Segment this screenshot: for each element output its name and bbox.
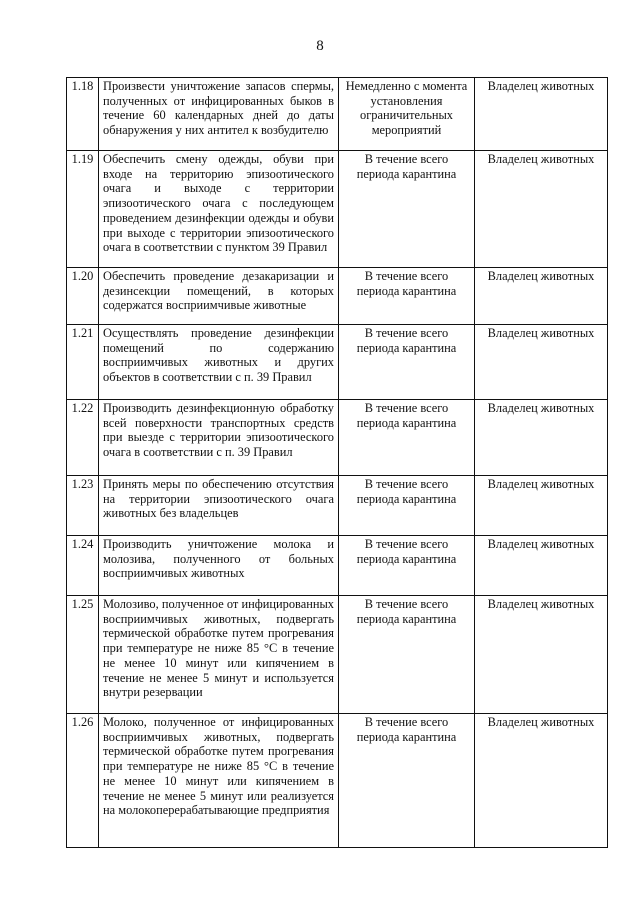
- row-action: Молозиво, полученное от инфицированных восприимчивых животных, подвергать термической обработке путем прогревания при температуре не ниже 85 °С в течение не менее 10 минут или кипячением в течение не менее 5 минут и используется внутри резервации: [99, 596, 339, 714]
- row-responsible: Владелец животных: [475, 536, 608, 596]
- row-responsible: Владелец животных: [475, 714, 608, 848]
- row-term: В течение всего периода карантина: [339, 476, 475, 536]
- row-term: В течение всего периода карантина: [339, 400, 475, 476]
- row-number: 1.26: [67, 714, 99, 848]
- table-row: [67, 476, 608, 536]
- page-number: 8: [316, 38, 324, 54]
- row-number: 1.23: [67, 476, 99, 536]
- row-responsible: Владелец животных: [475, 78, 608, 151]
- row-number: 1.20: [67, 268, 99, 325]
- row-responsible: Владелец животных: [475, 268, 608, 325]
- row-responsible: Владелец животных: [475, 476, 608, 536]
- table-row: [67, 714, 608, 848]
- row-number: 1.24: [67, 536, 99, 596]
- row-term: В течение всего периода карантина: [339, 325, 475, 400]
- row-action: Молоко, полученное от инфицированных восприимчивых животных, подвергать термической обработке путем прогревания при температуре не ниже 85 °С в течение не менее 10 минут или кипячением в течение не менее 5 минут или реализуется на молокоперерабатывающие предприятия: [99, 714, 339, 848]
- row-term: В течение всего периода карантина: [339, 714, 475, 848]
- row-number: 1.21: [67, 325, 99, 400]
- measures-table: [66, 77, 608, 848]
- row-action: Произвести уничтожение запасов спермы, полученных от инфицированных быков в течение 60 календарных дней до даты обнаружения у них антител к возбудителю: [99, 78, 339, 151]
- row-term: В течение всего периода карантина: [339, 151, 475, 268]
- row-term: Немедленно с момента установления ограничительных мероприятий: [339, 78, 475, 151]
- row-number: 1.18: [67, 78, 99, 151]
- row-responsible: Владелец животных: [475, 151, 608, 268]
- row-responsible: Владелец животных: [475, 400, 608, 476]
- row-number: 1.22: [67, 400, 99, 476]
- row-responsible: Владелец животных: [475, 325, 608, 400]
- row-action: Осуществлять проведение дезинфекции помещений по содержанию восприимчивых животных и других объектов в соответствии с п. 39 Правил: [99, 325, 339, 400]
- row-action: Производить уничтожение молока и молозива, полученного от больных восприимчивых животных: [99, 536, 339, 596]
- row-action: Обеспечить проведение дезакаризации и дезинсекции помещений, в которых содержатся восприимчивые животные: [99, 268, 339, 325]
- table-row: [67, 268, 608, 325]
- row-action: Принять меры по обеспечению отсутствия на территории эпизоотического очага животных без владельцев: [99, 476, 339, 536]
- row-action: Обеспечить смену одежды, обуви при входе на территорию эпизоотического очага и выходе с территории эпизоотического очага с последующем проведением дезинфекции одежды и обуви при выходе с территории эпизоотического очага в соответствии с пунктом 39 Правил: [99, 151, 339, 268]
- row-action: Производить дезинфекционную обработку всей поверхности транспортных средств при выезде с территории эпизоотического очага в соответствии с п. 39 Правил: [99, 400, 339, 476]
- table-row: [67, 325, 608, 400]
- row-term: В течение всего периода карантина: [339, 268, 475, 325]
- table-row: [67, 400, 608, 476]
- row-term: В течение всего периода карантина: [339, 596, 475, 714]
- row-number: 1.19: [67, 151, 99, 268]
- table-row: [67, 78, 608, 151]
- table-row: [67, 536, 608, 596]
- row-responsible: Владелец животных: [475, 596, 608, 714]
- table-row: [67, 151, 608, 268]
- row-number: 1.25: [67, 596, 99, 714]
- table-row: [67, 596, 608, 714]
- row-term: В течение всего периода карантина: [339, 536, 475, 596]
